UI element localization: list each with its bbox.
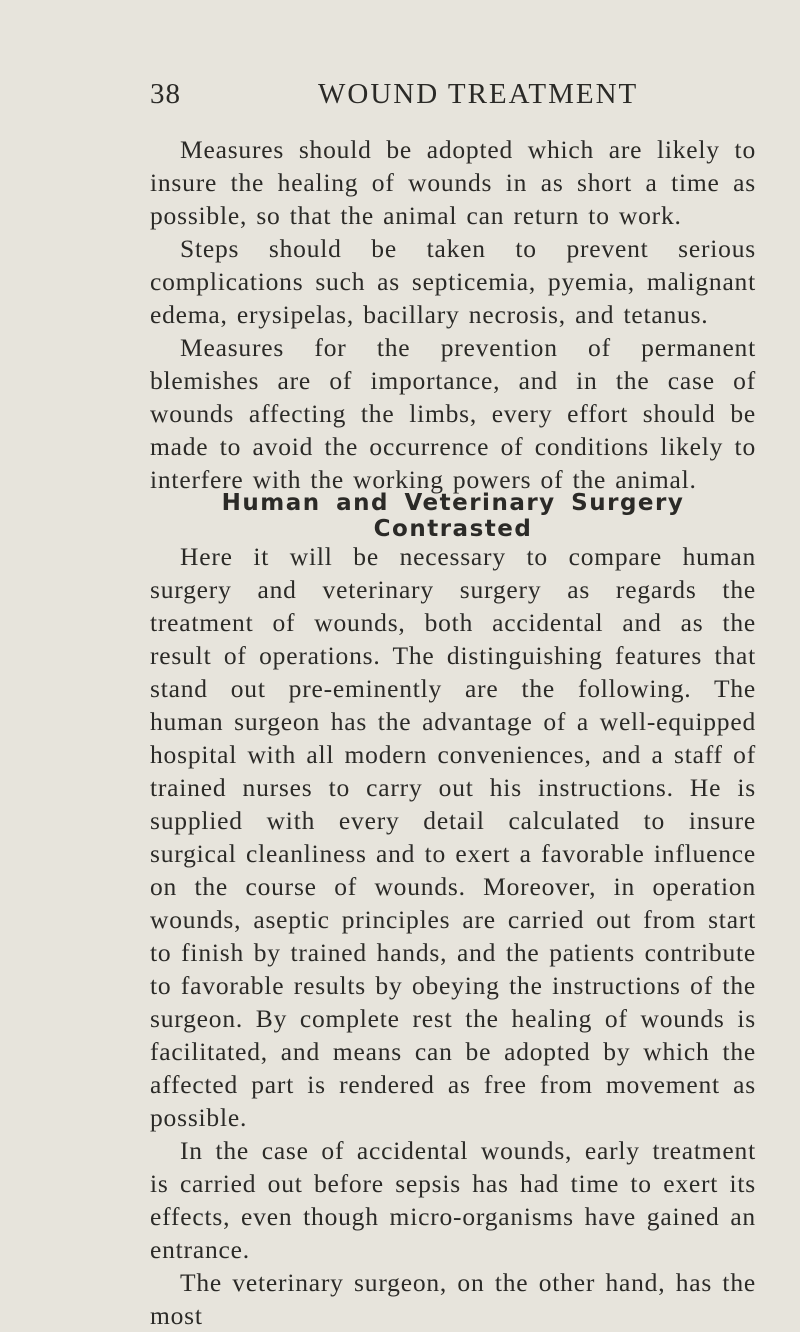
paragraph: In the case of accidental wounds, early treatment is carried out before sepsis has had time to exert its effects, even though micro-organisms have gained an entrance.	[150, 1136, 756, 1264]
paragraph: The veterinary surgeon, on the other hand, has the most	[150, 1268, 756, 1330]
running-head	[150, 78, 756, 118]
paragraph: Here it will be necessary to compare human surgery and veterinary surgery as regards the treatment of wounds, both accidental and as the result of operations. The distinguishing features that stand out pre-eminently are the following. The human surgeon has the advantage of a well-equipped hospital with all modern conveniences, and a staff of trained nurses to carry out his instructions. He is supplied with every detail calculated to insure surgical cleanliness and to exert a favorable influence on the course of wounds. Moreover, in operation wounds, aseptic principles are carried out from start to finish by trained hands, and the patients contribute to favorable results by obeying the instructions of the surgeon. By complete rest the healing of wounds is facilitated, and means can be adopted by which the affected part is rendered as free from movement as possible.	[150, 542, 756, 1132]
paragraph: Measures should be adopted which are likely to insure the healing of wounds in as short a time as possible, so that the animal can return to work.	[150, 135, 756, 230]
paragraph: Steps should be taken to prevent serious complications such as septicemia, pyemia, malignant edema, erysipelas, bacillary necrosis, and tetanus.	[150, 234, 756, 329]
running-title: WOUND TREATMENT	[318, 78, 639, 110]
body-text-bottom	[150, 540, 756, 1332]
body-text-top	[150, 133, 756, 496]
section-heading: Human and Veterinary Surgery Contrasted	[221, 490, 685, 542]
paragraph: Measures for the prevention of permanent blemishes are of importance, and in the case of wounds affecting the limbs, every effort should be made to avoid the occurrence of conditions likely to interfere with the working powers of the animal.	[150, 333, 756, 494]
page-number: 38	[150, 78, 181, 110]
